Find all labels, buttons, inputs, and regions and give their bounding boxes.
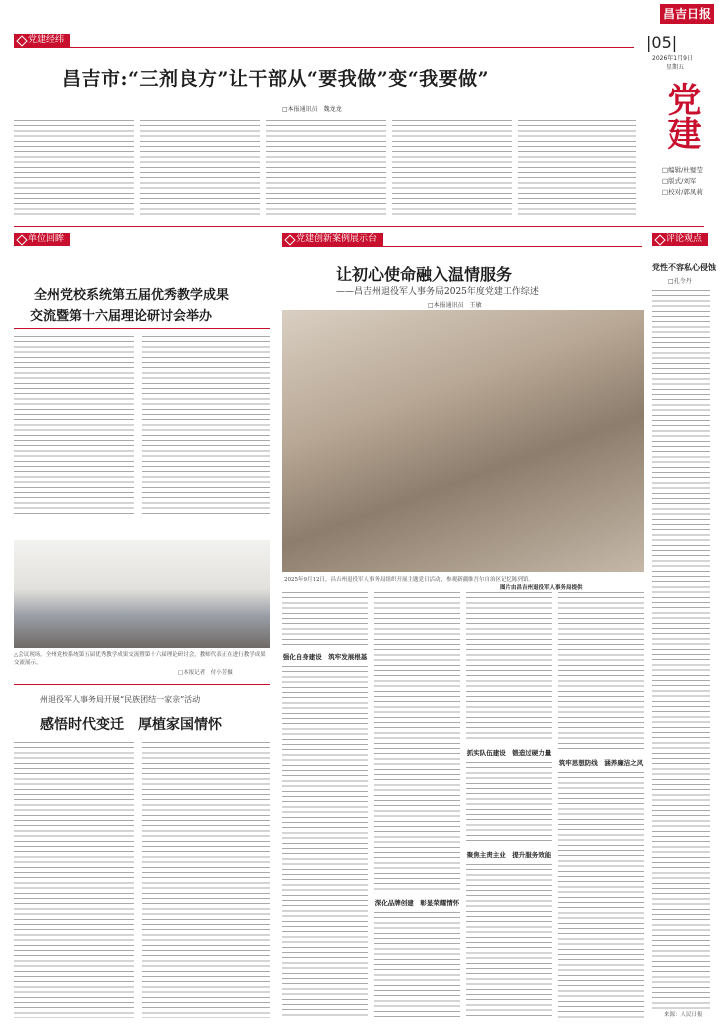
feature-subtitle: ——昌吉州退役军人事务局2025年度党建工作综述: [336, 287, 539, 297]
left-headline2: 感悟时代变迁 厚植家国情怀: [40, 717, 222, 733]
feature-photo-credit: 图片由昌吉州退役军人事务局提供: [500, 585, 583, 591]
feature-body-col4: [558, 592, 644, 752]
credit-editor: □编辑/杜璧莹: [662, 166, 703, 174]
feature-headline: 让初心使命融入温情服务: [336, 265, 513, 284]
section-title-vertical: [662, 82, 702, 150]
feature-photo: [282, 310, 644, 572]
left-photo: [14, 540, 270, 648]
issue-weekday: 星期五: [666, 64, 685, 71]
feature-subhead-2: 深化品牌创建 彰显荣耀情怀: [374, 899, 460, 907]
credit-proof: □校对/郭凤莉: [662, 188, 703, 196]
lead-body-col3: [266, 120, 386, 218]
feature-photo-caption: 2025年9月12日，昌吉州退役军人事务局组织开展主题党日活动，参观新疆维吾尔自治区记忆陈列馆。: [284, 577, 534, 583]
column-body: [652, 290, 710, 1010]
feature-subhead-1: 强化自身建设 筑牢发展根基: [282, 653, 368, 661]
feature-section-tag: 党建创新案例展示台: [282, 233, 383, 246]
left-headline-rule: [14, 328, 270, 329]
column-section-tag: 评论观点: [652, 233, 708, 246]
feature-byline: □本报通讯员 王敏: [428, 302, 482, 309]
left-photo-caption: △会议现场，全州党校系统第五届优秀教学成果交流暨第十六届理论研讨会，教师代表正在进行教学成果交流展示。: [14, 652, 266, 666]
feature-subhead-4: 聚焦主责主业 提升服务效能: [466, 851, 552, 859]
left2-body-col1: [14, 742, 134, 1018]
feature-body-col3b: [466, 762, 552, 842]
left-headline-line2: 交流暨第十六届理论研讨会举办: [30, 309, 213, 324]
masthead: 昌吉日报: [660, 4, 714, 24]
lead-headline: 昌吉市:“三剂良方”让干部从“要我做”变“我要做”: [62, 68, 490, 90]
page-header: [0, 0, 719, 71]
feature-subhead-5: 筑牢思想防线 涵养廉洁之风: [558, 759, 644, 767]
left-body-col2: [142, 336, 270, 516]
feature-body-col4b: [558, 772, 644, 1018]
left-mid-rule: [14, 684, 270, 685]
feature-body-col3: [466, 592, 552, 742]
column-byline: □孔令丹: [668, 278, 692, 285]
left-body-col1: [14, 336, 134, 516]
column-source: 来源：人民日报: [664, 1012, 703, 1018]
feature-subhead-3: 抓实队伍建设 锻造过硬力量: [466, 749, 552, 757]
page-number: |05|: [646, 33, 678, 52]
lead-body-col2: [140, 120, 260, 218]
lead-body-col5: [518, 120, 636, 218]
feature-body-col2b: [374, 912, 460, 1018]
lead-bottom-rule: [14, 226, 704, 227]
section-title-text: 党建: [661, 82, 701, 150]
lead-body-col4: [392, 120, 512, 218]
feature-tag-line: [282, 246, 642, 247]
feature-body-col1: [282, 592, 368, 647]
credit-layout: □版式/刘军: [662, 177, 697, 185]
lead-tag-line: [14, 47, 634, 48]
left-photo-credit: □本报记者 付小芳摄: [178, 670, 233, 676]
lead-body-col1: [14, 120, 134, 218]
left-headline-line1: 全州党校系统第五届优秀教学成果: [34, 288, 230, 303]
lead-section-tag: 党建经纬: [14, 34, 70, 47]
left-section-tag: 单位回眸: [14, 233, 70, 246]
feature-body-col2: [374, 592, 460, 892]
left2-body-col2: [142, 742, 270, 1018]
feature-body-col3c: [466, 864, 552, 1018]
lead-byline: □本报通讯员 魏龙龙: [282, 106, 342, 113]
left-kicker: 州退役军人事务局开展“民族团结一家亲”活动: [40, 695, 201, 704]
issue-date: 2026年1月9日: [652, 55, 693, 62]
column-headline: 党性不容私心侵蚀: [652, 262, 716, 272]
editor-credits: [662, 165, 712, 196]
feature-body-col1b: [282, 666, 368, 1018]
